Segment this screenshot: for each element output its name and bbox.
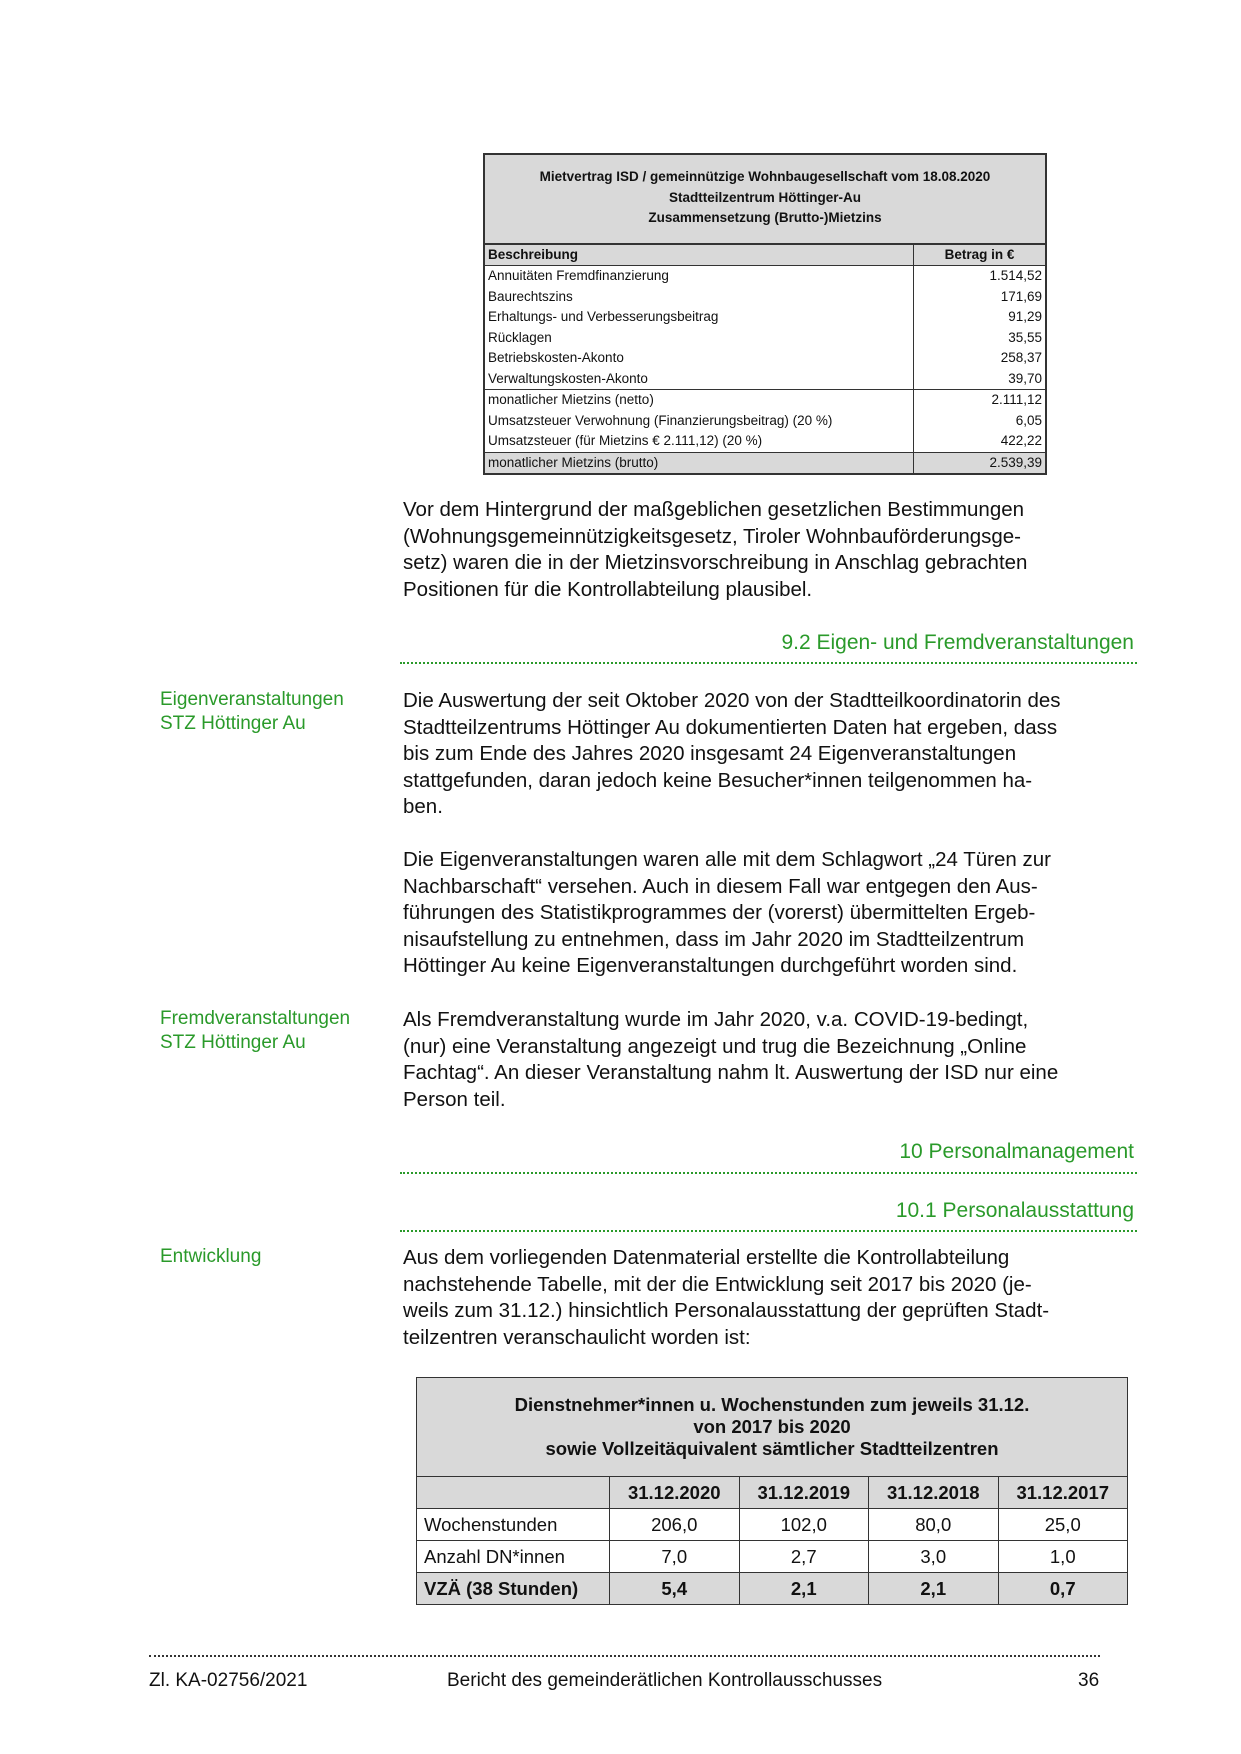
cell: 0,7 (998, 1573, 1128, 1605)
table-row (484, 348, 1046, 369)
cell: 258,37 (914, 348, 1047, 369)
table-row (484, 307, 1046, 328)
paragraph-entwicklung (403, 1245, 1134, 1351)
line: STZ Höttinger Au (160, 1032, 306, 1053)
line: Die Eigenveranstaltungen waren alle mit dem Schlagwort „24 Türen zur (403, 848, 1051, 871)
cell: Erhaltungs- und Verbesserungsbeitrag (488, 309, 719, 324)
margin-label-fremdveranstaltungen (160, 1007, 350, 1055)
paragraph-eigenveranstaltungen (403, 688, 1134, 821)
title-line: Zusammensetzung (Brutto-)Mietzins (648, 210, 882, 225)
cell: 102,0 (739, 1509, 869, 1541)
cell: 2,7 (739, 1541, 869, 1573)
section-heading-9-2: 9.2 Eigen- und Fremdveranstaltungen (781, 631, 1134, 654)
margin-label-entwicklung: Entwicklung (160, 1246, 262, 1267)
title-line: Stadtteilzentrum Höttinger-Au (669, 189, 861, 205)
line: führungen des Statistikprogrammes der (vorerst) übermittelten Ergeb- (403, 901, 1036, 924)
divider (400, 662, 1137, 664)
line: weils zum 31.12.) hinsichtlich Personalausstattung der geprüften Stadt- (403, 1299, 1050, 1322)
footer-divider (149, 1655, 1100, 1657)
cell: 1,0 (998, 1541, 1128, 1573)
table-row (484, 411, 1046, 432)
paragraph-fremdveranstaltungen (403, 1007, 1134, 1113)
line: teilzentren veranschaulicht worden ist: (403, 1325, 751, 1349)
line: Höttinger Au keine Eigenveranstaltungen durchgeführt worden sind. (403, 954, 1018, 977)
column-header: 31.12.2017 (998, 1477, 1128, 1509)
section-heading-10-1: 10.1 Personalausstattung (895, 1199, 1134, 1222)
title-line: sowie Vollzeitäquivalent sämtlicher Stadtteilzentren (545, 1438, 999, 1459)
cell: Rücklagen (488, 329, 552, 345)
cell: 80,0 (869, 1509, 999, 1541)
title-line: Mietvertrag ISD / gemeinnützige Wohnbaugesellschaft vom 18.08.2020 (539, 169, 991, 184)
table-row (484, 390, 1046, 411)
table-title (417, 1378, 1128, 1477)
rent-composition-table (483, 153, 1047, 475)
table-row (417, 1509, 1128, 1541)
line: (Wohnungsgemeinnützigkeitsgesetz, Tiroler Wohnbauförderungsge- (403, 524, 1022, 548)
line: stattgefunden, daran jedoch keine Besucher*innen teilgenommen ha- (403, 768, 1033, 792)
cell: 422,22 (914, 431, 1047, 452)
line: nisaufstellung zu entnehmen, dass im Jahr 2020 im Stadtteilzentrum (403, 927, 1025, 951)
table-title (484, 154, 1046, 244)
table-row (417, 1573, 1128, 1605)
line: STZ Höttinger Au (160, 713, 306, 734)
column-header: 31.12.2020 (610, 1477, 740, 1509)
cell: 39,70 (914, 369, 1047, 390)
line: bis zum Ende des Jahres 2020 insgesamt 24 Eigenveranstaltungen (403, 742, 1017, 765)
line: Eigenveranstaltungen (160, 689, 344, 710)
cell: 206,0 (610, 1509, 740, 1541)
divider (400, 1230, 1137, 1232)
cell: Annuitäten Fremdfinanzierung (488, 268, 669, 283)
cell: Betriebskosten-Akonto (488, 350, 624, 365)
cell: monatlicher Mietzins (netto) (484, 390, 914, 411)
line: Person teil. (403, 1087, 506, 1111)
line: (nur) eine Veranstaltung angezeigt und trug die Bezeichnung „Online (403, 1034, 1027, 1058)
line: Fremdveranstaltungen (160, 1008, 351, 1029)
cell: 3,0 (869, 1541, 999, 1573)
cell: Umsatzsteuer Verwohnung (Finanzierungsbeitrag) (20 %) (488, 412, 833, 428)
column-header: Beschreibung (484, 244, 914, 266)
cell: 2,1 (869, 1573, 999, 1605)
cell: 2.539,39 (914, 452, 1047, 474)
total-row (484, 452, 1046, 474)
cell: 7,0 (610, 1541, 740, 1573)
footer-title: Bericht des gemeinderätlichen Kontrollausschusses (447, 1670, 883, 1691)
line: Positionen für die Kontrollabteilung plausibel. (403, 577, 813, 601)
cell: 35,55 (914, 328, 1047, 349)
line: Aus dem vorliegenden Datenmaterial erstellte die Kontrollabteilung (403, 1246, 1010, 1269)
cell: monatlicher Mietzins (brutto) (484, 452, 914, 474)
cell: 1.514,52 (914, 266, 1047, 287)
table-row (484, 287, 1046, 308)
paragraph-schlagwort (403, 847, 1134, 980)
line: Nachbarschaft“ versehen. Auch in diesem Fall war entgegen den Aus- (403, 874, 1038, 898)
staff-table (416, 1377, 1128, 1605)
cell: 2,1 (739, 1573, 869, 1605)
line: setz) waren die in der Mietzinsvorschreibung in Anschlag gebrachten (403, 551, 1028, 574)
title-line: von 2017 bis 2020 (693, 1416, 851, 1437)
line: Stadtteilzentrums Höttinger Au dokumentierten Daten hat ergeben, dass (403, 715, 1058, 739)
section-heading-10: 10 Personalmanagement (899, 1140, 1134, 1163)
column-header: 31.12.2019 (739, 1477, 869, 1509)
table-row (484, 328, 1046, 349)
footer-reference: Zl. KA-02756/2021 (149, 1670, 308, 1691)
column-header: Betrag in € (914, 244, 1047, 266)
column-header: 31.12.2018 (869, 1477, 999, 1509)
cell: 6,05 (914, 411, 1047, 432)
margin-label-eigenveranstaltungen (160, 688, 344, 736)
cell: 171,69 (914, 287, 1047, 308)
line: nachstehende Tabelle, mit der die Entwicklung seit 2017 bis 2020 (je- (403, 1272, 1032, 1296)
cell: 91,29 (914, 307, 1047, 328)
row-label: VZÄ (38 Stunden) (417, 1573, 610, 1605)
table-row (484, 431, 1046, 452)
cell (417, 1477, 610, 1509)
page-number: 36 (1078, 1670, 1100, 1691)
row-label: Wochenstunden (417, 1509, 610, 1541)
line: ben. (403, 795, 443, 818)
row-label: Anzahl DN*innen (417, 1541, 610, 1573)
cell: Baurechtszins (488, 288, 573, 304)
cell: Umsatzsteuer (für Mietzins € 2.111,12) (20 %) (488, 433, 763, 448)
line: Vor dem Hintergrund der maßgeblichen gesetzlichen Bestimmungen (403, 498, 1025, 521)
line: Die Auswertung der seit Oktober 2020 von der Stadtteilkoordinatorin des (403, 689, 1061, 712)
divider (400, 1172, 1137, 1174)
paragraph-plausibility (403, 497, 1134, 603)
title-line: Dienstnehmer*innen u. Wochenstunden zum jeweils 31.12. (514, 1394, 1030, 1415)
cell: 2.111,12 (914, 390, 1047, 411)
cell: 25,0 (998, 1509, 1128, 1541)
cell: Verwaltungskosten-Akonto (488, 370, 648, 386)
table-row (417, 1541, 1128, 1573)
table-row (484, 266, 1046, 287)
line: Fachtag“. An dieser Veranstaltung nahm lt. Auswertung der ISD nur eine (403, 1061, 1059, 1084)
line: Als Fremdveranstaltung wurde im Jahr 2020, v.a. COVID-19-bedingt, (403, 1008, 1029, 1031)
cell: 5,4 (610, 1573, 740, 1605)
table-row (484, 369, 1046, 390)
